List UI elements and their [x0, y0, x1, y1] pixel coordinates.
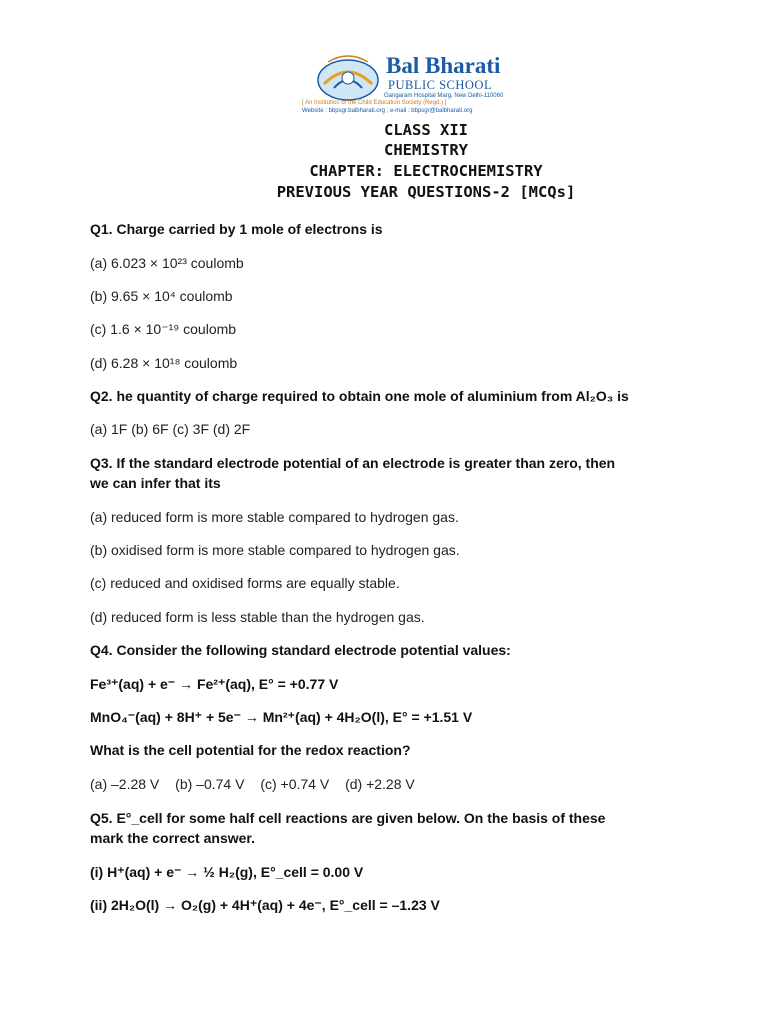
school-address: Gangaram Hospital Marg, New Delhi-110060: [384, 93, 504, 99]
q1-question: Q1. Charge carried by 1 mole of electrons is: [90, 221, 383, 237]
page-title: PREVIOUS YEAR QUESTIONS-2 [MCQs]: [276, 183, 576, 201]
q2-options: (a) 1F (b) 6F (c) 3F (d) 2F: [90, 421, 251, 437]
q3-option-c: (c) reduced and oxidised forms are equally stable.: [90, 575, 400, 591]
q4-prompt: What is the cell potential for the redox reaction?: [90, 742, 411, 758]
q4-option-d: (d) +2.28 V: [345, 776, 415, 792]
school-logo: [300, 45, 515, 120]
school-institution: [ An Institution of the Child Education Society (Regd.) ]: [302, 100, 447, 106]
q1-option-a: (a) 6.023 × 10²³ coulomb: [90, 255, 244, 271]
q4-options: [90, 776, 427, 792]
q3-option-b: (b) oxidised form is more stable compared to hydrogen gas.: [90, 542, 460, 558]
q3-option-d: (d) reduced form is less stable than the hydrogen gas.: [90, 609, 425, 625]
q1-option-b: (b) 9.65 × 10⁴ coulomb: [90, 288, 233, 304]
q5-reaction-i: (i) H⁺(aq) + e⁻ → ½ H₂(g), E°_cell = 0.00 V: [90, 864, 364, 880]
q3-option-a: (a) reduced form is more stable compared to hydrogen gas.: [90, 509, 459, 525]
school-name: Bal Bharati: [386, 53, 501, 78]
q4-option-a: (a) –2.28 V: [90, 776, 160, 792]
q5-reaction-ii: (ii) 2H₂O(l) → O₂(g) + 4H⁺(aq) + 4e⁻, E°_cell = –1.23 V: [90, 897, 440, 913]
q5-question-line1: Q5. E°_cell for some half cell reactions are given below. On the basis of these: [90, 810, 606, 826]
q1-option-c: (c) 1.6 × 10⁻¹⁹ coulomb: [90, 321, 237, 337]
school-website: Website : bbpsgr.balbharati.org ; e-mail : bbpsgr@balbharati.org: [302, 108, 473, 114]
q2-question: Q2. he quantity of charge required to obtain one mole of aluminium from Al₂O₃ is: [90, 388, 629, 404]
school-subtitle: PUBLIC SCHOOL: [388, 78, 493, 92]
school-emblem-icon: [314, 50, 384, 105]
q3-question-line1: Q3. If the standard electrode potential of an electrode is greater than zero, then: [90, 455, 616, 471]
class-heading: CLASS XII: [384, 121, 468, 139]
q5-question-line2: mark the correct answer.: [90, 830, 255, 846]
q4-equation-1: Fe³⁺(aq) + e⁻ → Fe²⁺(aq), E° = +0.77 V: [90, 676, 339, 692]
subject-heading: CHEMISTRY: [384, 141, 468, 159]
q4-equation-2: MnO₄⁻(aq) + 8H⁺ + 5e⁻ → Mn²⁺(aq) + 4H₂O(l), E° = +1.51 V: [90, 709, 473, 725]
q3-question-line2: we can infer that its: [90, 475, 221, 491]
q4-question: Q4. Consider the following standard electrode potential values:: [90, 642, 511, 658]
q4-option-b: (b) –0.74 V: [175, 776, 245, 792]
chapter-heading: CHAPTER: ELECTROCHEMISTRY: [309, 162, 543, 180]
q4-option-c: (c) +0.74 V: [260, 776, 330, 792]
q1-option-d: (d) 6.28 × 10¹⁸ coulomb: [90, 355, 238, 371]
